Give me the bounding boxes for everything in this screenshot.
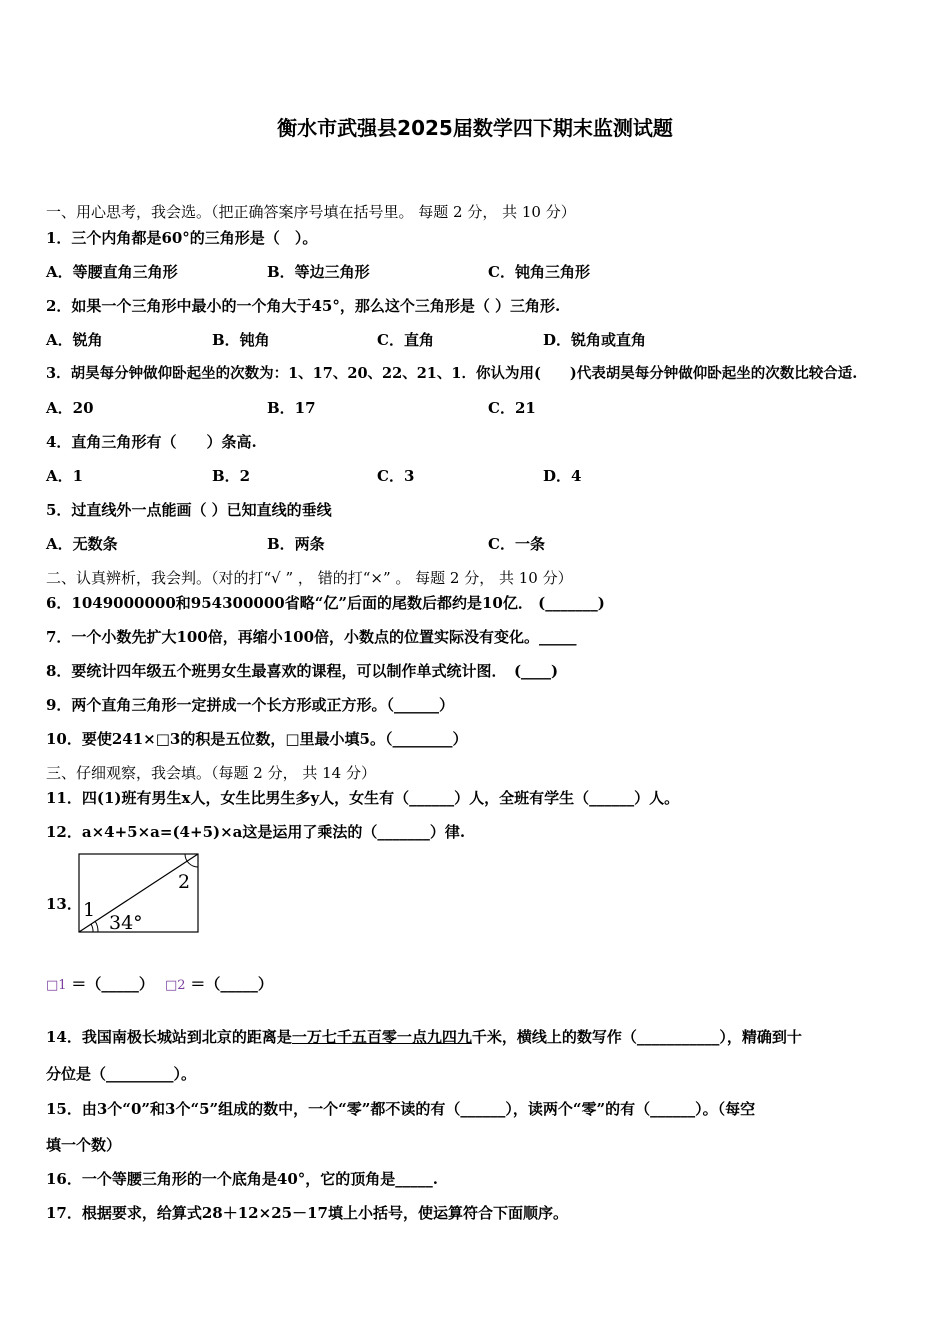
question-4: 4．直角三角形有（ ）条高.: [46, 433, 257, 451]
q5-option-b: B．两条: [267, 535, 325, 553]
question-12: 12．a×4+5×a=(4+5)×a这是运用了乘法的（_______）律.: [46, 823, 466, 841]
q5-option-a: A．无数条: [46, 535, 118, 553]
question-2: 2．如果一个三角形中最小的一个角大于45°，那么这个三角形是（ ）三角形.: [46, 297, 561, 315]
figure-angle-label: 34°: [109, 912, 143, 934]
q13-answer-2: [165, 974, 273, 996]
q3-option-c: C．21: [488, 399, 536, 417]
q13-answer-2-blank: ＝（_____）: [190, 975, 273, 993]
question-10: 10．要使241×□3的积是五位数，□里最小填5。（________）: [46, 730, 468, 748]
angle-arc-34: [95, 921, 98, 932]
question-13-label: 13．: [46, 895, 82, 913]
question-6: 6．1049000000和954300000省略“亿”后面的尾数后都约是10亿． (_______): [46, 594, 605, 612]
q3-option-b: B．17: [267, 399, 316, 417]
question-11: 11．四(1)班有男生x人，女生比男生多y人，女生有（______）人，全班有学生（______）人。: [46, 789, 680, 807]
q4-option-b: B．2: [212, 467, 251, 485]
question-15-line2: 填一个数）: [46, 1136, 122, 1154]
q13-answer-1: [46, 974, 154, 996]
q1-option-b: B．等边三角形: [267, 263, 370, 281]
q2-option-c: C．直角: [377, 331, 434, 349]
question-14: [46, 1027, 802, 1047]
q14-text-post: 千米，横线上的数写作（___________），精确到十: [471, 1028, 802, 1046]
rectangle-diagonal-figure: [78, 853, 202, 941]
q14-text-pre: 14．我国南极长城站到北京的距离是: [46, 1028, 292, 1046]
angle-1-symbol: □1: [46, 978, 67, 993]
question-3: 3．胡昊每分钟做仰卧起坐的次数为：1、17、20、22、21、1．你认为用( )代表胡昊每分钟做仰卧起坐的次数比较合适.: [46, 365, 858, 382]
q4-option-a: A．1: [46, 467, 84, 485]
section-3-header: 三、仔细观察，我会填。（每题 2 分， 共 14 分）: [46, 764, 376, 782]
angle-2-symbol: □2: [165, 978, 186, 993]
figure-label-2: 2: [178, 871, 191, 893]
question-16: 16．一个等腰三角形的一个底角是40°，它的顶角是_____.: [46, 1170, 438, 1188]
q3-option-a: A．20: [46, 399, 94, 417]
question-15: 15．由3个“0”和3个“5”组成的数中，一个“零”都不读的有（______），读两个“零”的有（______）。（每空: [46, 1100, 756, 1118]
angle-arc-1: [91, 924, 93, 932]
q1-option-a: A．等腰直角三角形: [46, 263, 178, 281]
question-9: 9．两个直角三角形一定拼成一个长方形或正方形。（______）: [46, 696, 454, 714]
section-2-header: 二、认真辨析，我会判。（对的打“√ ” ， 错的打“×” 。 每题 2 分， 共 10 分）: [46, 569, 573, 587]
question-8: 8．要统计四年级五个班男女生最喜欢的课程，可以制作单式统计图． (____): [46, 662, 559, 680]
q1-option-c: C．钝角三角形: [488, 263, 590, 281]
question-5: 5．过直线外一点能画（ ）已知直线的垂线: [46, 501, 332, 519]
question-7: 7．一个小数先扩大100倍，再缩小100倍，小数点的位置实际没有变化。_____: [46, 628, 577, 646]
question-1: 1．三个内角都是60°的三角形是（ ）。: [46, 229, 318, 247]
question-14-line2: 分位是（_________）。: [46, 1065, 197, 1083]
q5-option-c: C．一条: [488, 535, 545, 553]
q2-option-d: D．锐角或直角: [543, 331, 647, 349]
q2-option-b: B．钝角: [212, 331, 270, 349]
figure-label-1: 1: [83, 899, 96, 921]
q2-option-a: A．锐角: [46, 331, 103, 349]
question-17: 17．根据要求，给算式28＋12×25－17填上小括号，使运算符合下面顺序。: [46, 1204, 568, 1222]
q14-underlined-number: 一万七千五百零一点九四九: [291, 1028, 472, 1046]
q4-option-c: C．3: [377, 467, 415, 485]
q13-answer-1-blank: ＝（_____）: [71, 975, 154, 993]
page-title: 衡水市武强县2025届数学四下期末监测试题: [277, 116, 673, 140]
section-1-header: 一、用心思考，我会选。（把正确答案序号填在括号里。 每题 2 分， 共 10 分）: [46, 203, 576, 221]
q4-option-d: D．4: [543, 467, 582, 485]
